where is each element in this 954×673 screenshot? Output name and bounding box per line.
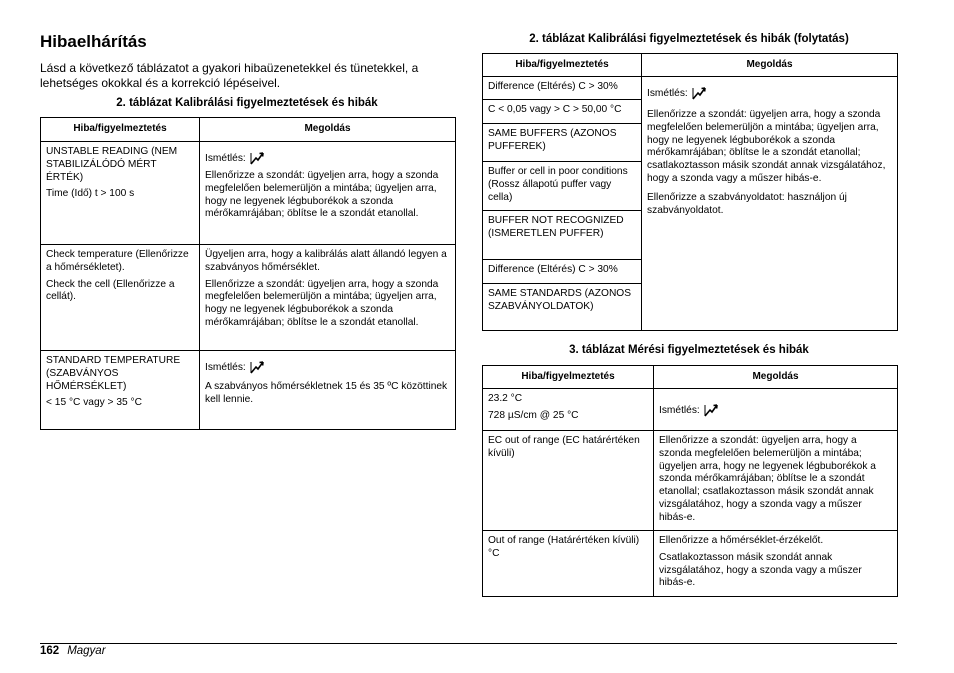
repeat-instruction	[205, 150, 450, 166]
column-header-error: Hiba/figyelmeztetés	[41, 118, 200, 142]
calibration-table-continued	[482, 53, 898, 331]
solution-text: Ügyeljen arra, hogy a kalibrálás alatt állandó legyen a szabványos hőmérséklet.	[205, 249, 447, 273]
page-title: Hibaelhárítás	[40, 32, 147, 51]
solution-text: Ellenőrizze a szondát: ügyeljen arra, hogy a szonda megfelelően belemerüljön a mintába; ügyeljen arra, hogy ne legyenek légbuborékok a szonda mérőkamrájában; öblítse le a szondát etanollal.	[205, 170, 439, 220]
solution-text: A szabványos hőmérsékletnek 15 és 35 ºC közöttinek kell lennie.	[205, 381, 448, 405]
error-text: Check the cell (Ellenőrizze a cellát).	[46, 278, 175, 303]
table-row	[41, 245, 456, 351]
table-row	[483, 431, 898, 531]
repeat-label: Ismétlés:	[205, 362, 246, 374]
error-text: < 15 °C vagy > 35 °C	[46, 397, 142, 409]
intro-text: Lásd a következő táblázatot a gyakori hibaüzenetekkel és tünetekkel, a lehetséges okokkal és a korrekció lépéseivel.	[40, 61, 419, 90]
error-text: SAME STANDARDS (AZONOS SZABVÁNYOLDATOK)	[488, 288, 632, 312]
column-header-error: Hiba/figyelmeztetés	[483, 366, 654, 389]
error-text: SAME BUFFERS (AZONOS PUFFEREK)	[488, 128, 617, 152]
error-text: Buffer or cell in poor conditions (Rossz állapotú puffer vagy cella)	[488, 166, 628, 203]
error-text: 728 µS/cm @ 25 °C	[488, 409, 579, 421]
solution-text: Ellenőrizze a szondát: ügyeljen arra, hogy a szonda megfelelően belemerüljön a mintába; ügyeljen arra, hogy ne legyenek légbuborékok a szonda mérőkamrájában; öblítse le a szondát etanollal.	[205, 278, 439, 328]
footer-language: Magyar	[67, 645, 106, 657]
measurement-table	[482, 365, 898, 597]
solution-text: Csatlakoztasson másik szondát annak vizsgálatához, hogy a szonda vagy a műszer hibás-e.	[659, 551, 862, 589]
error-text: UNSTABLE READING (NEM STABILIZÁLÓDÓ MÉRT ÉRTÉK)	[46, 146, 178, 183]
error-text: 23.2 °C	[488, 393, 523, 404]
table-2-caption: 2. táblázat Kalibrálási figyelmeztetések és hibák	[116, 97, 378, 109]
solution-text: Ellenőrizze a szondát: ügyeljen arra, hogy a szonda megfelelően belemerüljön a mintába; ügyeljen arra, hogy ne legyenek légbuborékok a szonda mérőkamrájában; öblítse le a szondát etanollal; csatlakoztasson másik szondát annak vizsgálatához, hogy a szonda vagy a műszer hibás-e.	[647, 109, 886, 184]
error-text: STANDARD TEMPERATURE (SZABVÁNYOS HŐMÉRSÉKLET)	[46, 355, 181, 392]
table-2-continued-caption: 2. táblázat Kalibrálási figyelmeztetések és hibák (folytatás)	[529, 33, 849, 45]
error-text: EC out of range (EC határértéken kívüli)	[488, 435, 640, 459]
page-number: 162	[40, 645, 60, 657]
table-row	[483, 531, 898, 597]
repeat-label: Ismétlés:	[647, 88, 688, 100]
error-text: Difference (Eltérés) C > 30%	[488, 81, 618, 92]
error-text: Difference (Eltérés) C > 30%	[488, 264, 618, 275]
calibration-repeat-icon	[691, 85, 707, 101]
error-text: Time (Idő) t > 100 s	[46, 188, 135, 200]
column-header-error: Hiba/figyelmeztetés	[483, 54, 642, 77]
calibration-table	[40, 117, 456, 430]
table-row	[41, 142, 456, 245]
table-row	[483, 389, 898, 431]
calibration-repeat-icon	[249, 150, 265, 166]
solution-text: Ellenőrizze a szondát: ügyeljen arra, hogy a szonda megfelelően belemerüljön a mintába; ügyeljen arra, hogy ne legyenek légbuborékok a szonda mérőkamrájában; öblítse le a szondát etanollal; csatlakoztasson másik szondát annak vizsgálatához, hogy a szonda vagy a műszer hibás-e.	[659, 435, 876, 523]
table-row	[483, 77, 898, 100]
footer-divider	[40, 643, 897, 644]
error-text: Out of range (Határértéken kívüli) °C	[488, 535, 640, 559]
calibration-repeat-icon	[249, 359, 265, 375]
page-footer	[40, 644, 106, 658]
repeat-instruction	[205, 359, 450, 375]
repeat-label: Ismétlés:	[205, 153, 246, 165]
error-text: C < 0,05 vagy > C > 50,00 °C	[488, 104, 622, 115]
calibration-repeat-icon	[703, 402, 719, 418]
solution-text: Ellenőrizze a szabványoldatot: használjon új szabványoldatot.	[647, 191, 847, 216]
repeat-label: Ismétlés:	[659, 404, 700, 416]
error-text: BUFFER NOT RECOGNIZED (ISMERETLEN PUFFER)	[488, 215, 624, 239]
column-header-solution: Megoldás	[642, 54, 898, 77]
repeat-instruction	[659, 402, 892, 418]
solution-text: Ellenőrizze a hőmérséklet-érzékelőt.	[659, 535, 824, 546]
column-header-solution: Megoldás	[200, 118, 456, 142]
table-3-caption: 3. táblázat Mérési figyelmeztetések és hibák	[569, 344, 809, 356]
error-text: Check temperature (Ellenőrizze a hőmérsékletet).	[46, 249, 189, 273]
column-header-solution: Megoldás	[654, 366, 898, 389]
repeat-instruction	[647, 85, 892, 101]
table-row	[41, 351, 456, 430]
